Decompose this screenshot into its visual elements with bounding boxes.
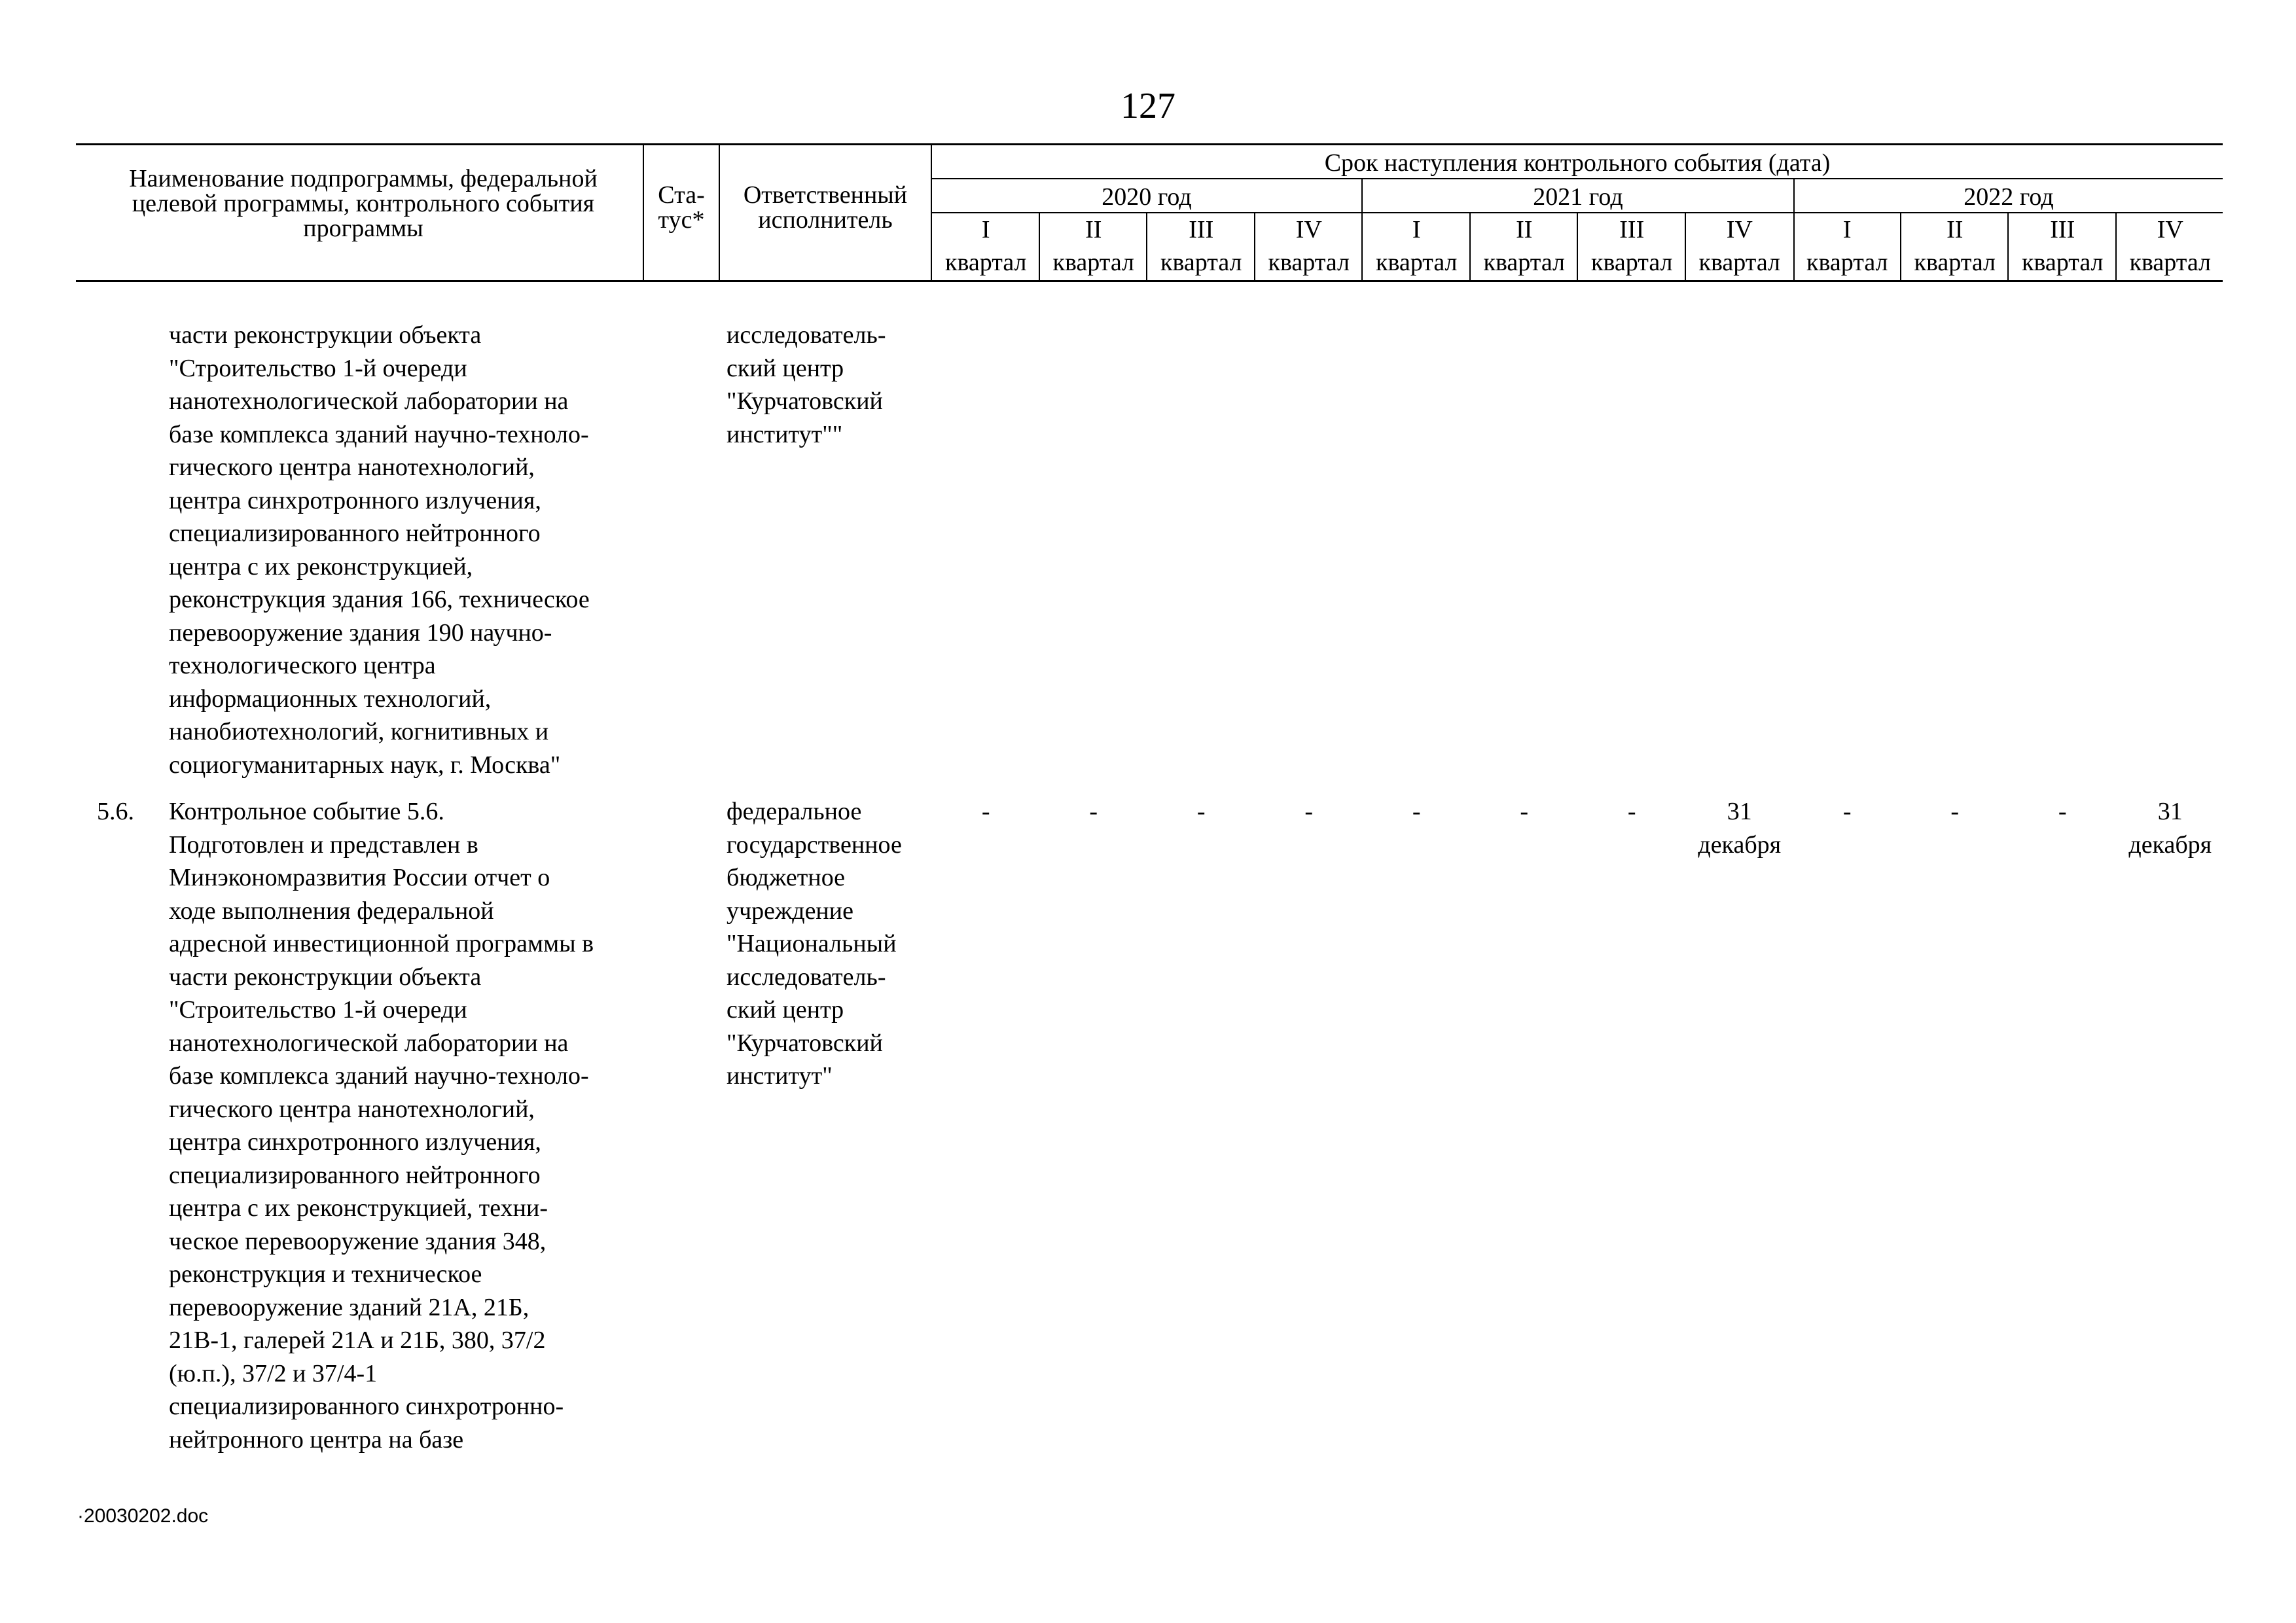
responsible-text-line: бюджетное <box>726 864 846 891</box>
row-number: 5.6. <box>97 798 134 825</box>
quarter-value-cell <box>1793 795 1901 829</box>
quarter-word: квартал <box>2129 249 2211 276</box>
name-text-line: "Строительство 1-й очереди <box>169 996 467 1024</box>
name-text-line: части реконструкции объекта <box>169 321 482 349</box>
name-text-line: нанотехнологической лаборатории на <box>169 1029 569 1057</box>
quarter-value-line: декабря <box>1698 830 1782 859</box>
name-text-line: базе комплекса зданий научно-техноло- <box>169 420 589 448</box>
quarter-value-cell <box>1255 795 1363 829</box>
deadline-group-rule <box>931 178 2223 179</box>
quarter-header <box>1793 217 1901 275</box>
quarter-word: квартал <box>1698 249 1780 276</box>
quarter-value-line: - <box>1412 798 1421 825</box>
name-text-line: части реконструкции объекта <box>169 963 482 991</box>
responsible-text-line: ский центр <box>726 996 844 1024</box>
quarter-numeral: III <box>1619 216 1645 243</box>
quarter-word: квартал <box>1160 249 1242 276</box>
quarter-word: квартал <box>1052 249 1134 276</box>
quarter-value-line: 31 <box>1727 798 1752 825</box>
quarter-numeral: II <box>1085 216 1102 243</box>
quarter-numeral: III <box>2050 216 2075 243</box>
quarter-value-line: - <box>1842 798 1852 825</box>
quarter-header <box>1040 217 1148 275</box>
name-text-line: центра с их реконструкцией, техни- <box>169 1194 548 1222</box>
name-text-line: гического центра нанотехнологий, <box>169 1095 535 1123</box>
name-text-line: нанобиотехнологий, когнитивных и <box>169 718 549 745</box>
quarter-value-line: - <box>2058 798 2067 825</box>
quarter-word: квартал <box>1914 249 1996 276</box>
quarter-value-cell <box>1363 795 1471 829</box>
responsible-text-line: исследователь- <box>726 321 886 349</box>
quarter-value-cell <box>1040 795 1148 829</box>
quarter-numeral: II <box>1516 216 1533 243</box>
name-text-line: специализированного синхротронно- <box>169 1393 564 1420</box>
responsible-column-header <box>720 183 931 232</box>
quarter-numeral: I <box>1412 216 1421 243</box>
quarter-word: квартал <box>2021 249 2104 276</box>
quarter-word: квартал <box>944 249 1027 276</box>
quarter-value-line: - <box>1304 798 1314 825</box>
row-1-responsible-cell <box>726 319 929 451</box>
name-text-line: Минэкономразвития России отчет о <box>169 864 550 891</box>
row-1-name-cell <box>169 319 640 781</box>
name-text-line: перевооружение зданий 21А, 21Б, <box>169 1293 529 1321</box>
name-text-line: центра синхротронного излучения, <box>169 486 541 514</box>
quarter-header <box>1363 217 1471 275</box>
responsible-text-line: ский центр <box>726 354 844 382</box>
name-text-line: Подготовлен и представлен в <box>169 830 478 859</box>
name-text-line: технологического центра <box>169 652 436 679</box>
name-text-line: специализированного нейтронного <box>169 1161 541 1189</box>
quarter-numeral: IV <box>1726 216 1753 243</box>
quarter-value-line: - <box>1089 798 1098 825</box>
name-text-line: адресной инвестиционной программы в <box>169 930 594 957</box>
quarter-value-cell <box>1901 795 2009 829</box>
name-text-line: реконструкция здания 166, техническое <box>169 586 590 613</box>
quarter-header <box>2009 217 2117 275</box>
name-text-line: ходе выполнения федеральной <box>169 897 494 925</box>
quarter-word: квартал <box>1483 249 1565 276</box>
quarter-value-line: - <box>981 798 990 825</box>
quarter-value-line: 31 <box>2157 798 2183 825</box>
name-text-line: нанотехнологической лаборатории на <box>169 387 569 415</box>
responsible-text-line: "Национальный <box>726 930 897 957</box>
name-text-line: 21В-1, галерей 21А и 21Б, 380, 37/2 <box>169 1327 546 1354</box>
quarter-numeral: IV <box>2157 216 2183 243</box>
row-2-responsible-cell <box>726 795 929 1093</box>
name-text-line: Контрольное событие 5.6. <box>169 798 444 825</box>
quarter-value-line: - <box>1520 798 1529 825</box>
quarter-header <box>1255 217 1363 275</box>
header-top-rule <box>76 143 2223 145</box>
responsible-text-line: исследователь- <box>726 963 886 991</box>
year-2020-header: 2020 год <box>1102 183 1192 211</box>
quarter-word: квартал <box>1375 249 1458 276</box>
page-number: 127 <box>1121 86 1175 126</box>
year-2022-header: 2022 год <box>1964 183 2054 211</box>
name-column-header: Наименование подпрограммы, федеральной целевой программы, контрольного события программы <box>129 165 598 242</box>
quarter-value-cell <box>1471 795 1579 829</box>
quarter-value-line: - <box>1950 798 1960 825</box>
quarter-header <box>1147 217 1255 275</box>
name-text-line: информационных технологий, <box>169 685 492 713</box>
responsible-header-line-2: исполнитель <box>758 206 893 234</box>
quarter-numeral: II <box>1946 216 1964 243</box>
name-text-line: реконструкция и техническое <box>169 1260 482 1288</box>
quarter-header <box>1578 217 1686 275</box>
quarter-header <box>1901 217 2009 275</box>
quarter-value-cell <box>2009 795 2117 829</box>
quarter-header <box>932 217 1040 275</box>
name-text-line: (ю.п.), 37/2 и 37/4-1 <box>169 1359 378 1387</box>
quarter-numeral: I <box>981 216 990 243</box>
name-text-line: нейтронного центра на базе <box>169 1425 464 1454</box>
status-header-line-2: тус* <box>658 206 705 234</box>
quarter-numeral: IV <box>1295 216 1322 243</box>
row-2-name-cell <box>169 795 640 1456</box>
quarter-value-line: - <box>1627 798 1636 825</box>
name-text-line: центра с их реконструкцией, <box>169 552 473 580</box>
quarter-value-cell <box>1147 795 1255 829</box>
name-text-line: специализированного нейтронного <box>169 520 541 547</box>
name-text-line: перевооружение здания 190 научно- <box>169 618 552 647</box>
responsible-text-line: институт" <box>726 1062 833 1090</box>
quarter-numeral: I <box>1842 216 1852 243</box>
quarter-value-line: декабря <box>2128 830 2212 859</box>
quarter-word: квартал <box>1590 249 1673 276</box>
status-header-line-1: Ста- <box>658 181 705 209</box>
name-text-line: гического центра нанотехнологий, <box>169 454 535 481</box>
quarter-word: квартал <box>1806 249 1888 276</box>
quarter-value-cell <box>2117 795 2225 861</box>
quarter-header <box>1471 217 1579 275</box>
responsible-text-line: "Курчатовский <box>726 387 883 415</box>
year-2021-header: 2021 год <box>1533 183 1623 211</box>
responsible-text-line: государственное <box>726 830 902 859</box>
name-text-line: центра синхротронного излучения, <box>169 1128 541 1156</box>
deadline-group-header: Срок наступления контрольного события (дата) <box>1324 149 1831 177</box>
name-text-line: базе комплекса зданий научно-техноло- <box>169 1062 589 1090</box>
responsible-header-line-1: Ответственный <box>743 181 908 209</box>
name-text-line: социогуманитарных наук, г. Москва" <box>169 751 561 779</box>
quarter-word: квартал <box>1268 249 1350 276</box>
responsible-text-line: федеральное <box>726 798 862 825</box>
quarter-numeral: III <box>1189 216 1214 243</box>
quarter-value-cell <box>932 795 1040 829</box>
responsible-text-line: учреждение <box>726 897 853 925</box>
quarter-value-line: - <box>1196 798 1206 825</box>
name-text-line: "Строительство 1-й очереди <box>169 354 467 382</box>
quarter-value-cell <box>1578 795 1686 829</box>
quarter-header <box>2117 217 2225 275</box>
quarter-value-cell <box>1686 795 1794 861</box>
status-column-header <box>644 183 719 232</box>
footer-filename: ·20030202.doc <box>77 1505 209 1527</box>
quarter-header <box>1686 217 1794 275</box>
responsible-text-line: институт"" <box>726 420 843 448</box>
responsible-text-line: "Курчатовский <box>726 1029 883 1057</box>
name-text-line: ческое перевооружение здания 348, <box>169 1227 547 1255</box>
